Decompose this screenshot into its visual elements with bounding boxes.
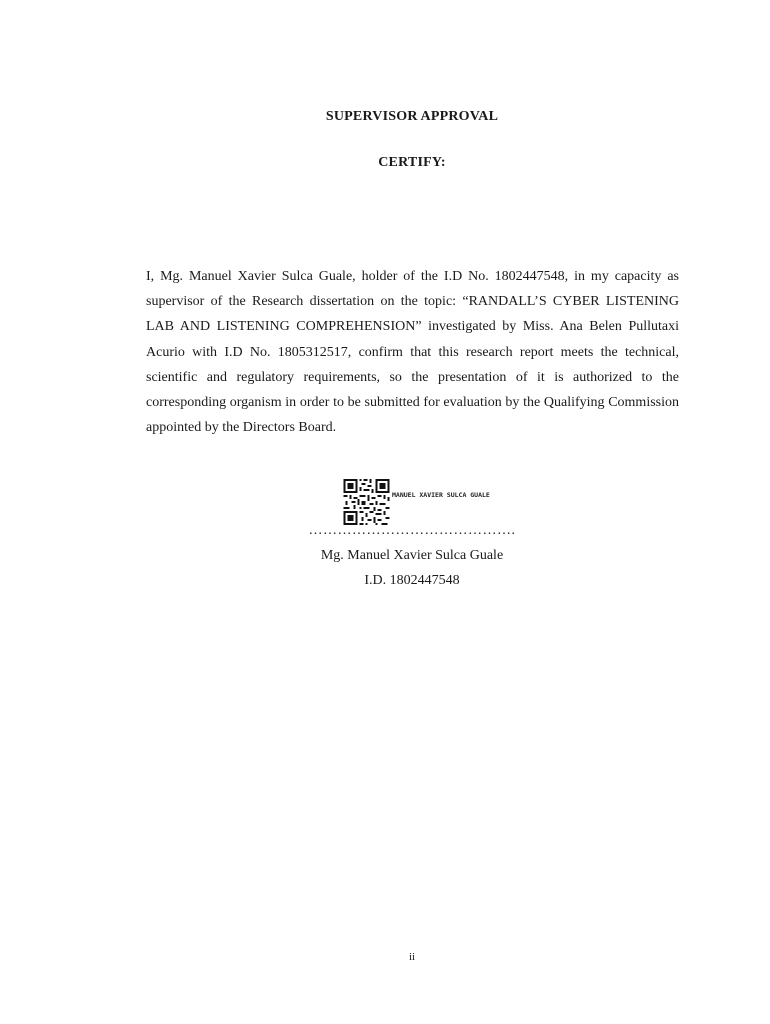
document-title: SUPERVISOR APPROVAL [325, 109, 499, 124]
qr-code-icon [343, 479, 390, 525]
signatory-id: I.D. 1802447548 [364, 573, 460, 588]
certification-paragraph [146, 264, 679, 440]
page-number: ii [408, 951, 416, 963]
signature-line: ……………………………………. [308, 523, 516, 538]
signatory-name: Mg. Manuel Xavier Sulca Guale [320, 548, 504, 563]
certification-body: I, Mg. Manuel Xavier Sulca Guale, holder of the I.D No. 1802447548, in my capacity as supervisor of the Research dissertation on the topic: “RANDALL’S CYBER LISTENING LAB AND LISTENING COMPREHENSION” investigated by Miss. Ana Belen Pullutaxi Acurio with I.D No. 1805312517, confirm that this research report meets the technical, scientific and regulatory requirements, so the presentation of it is authorized to the corresponding organism in order to be submitted for evaluation by the Qualifying Commission appointed by the Directors Board. [146, 269, 679, 436]
digital-signature-name: MANUEL XAVIER SULCA GUALE [392, 491, 490, 499]
document-subtitle: CERTIFY: [378, 155, 446, 170]
digital-signature [343, 479, 513, 525]
